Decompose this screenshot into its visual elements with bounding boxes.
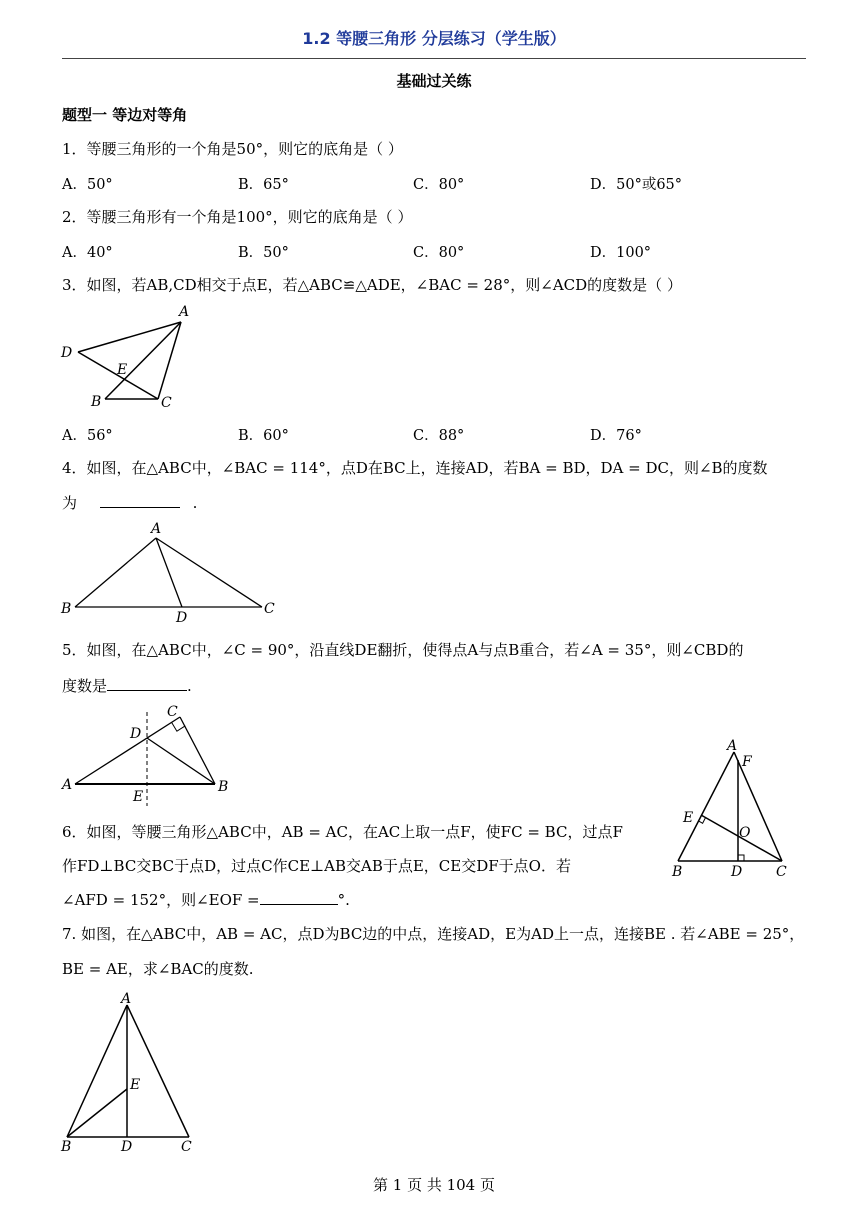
question-1-stem: 1．等腰三角形的一个角是50°，则它的底角是（ ） xyxy=(62,140,403,158)
question-3-stem: 3．如图，若AB,CD相交于点E，若△ABC≌△ADE，∠BAC = 28°，则∠ACD的度数是（ ） xyxy=(62,276,682,294)
question-6-stem-prefix: ∠AFD = 152°，则∠EOF = xyxy=(62,891,260,909)
fig5-label-b: B xyxy=(218,779,229,795)
fig7-label-c: C xyxy=(181,1139,192,1155)
fig5-label-d: D xyxy=(130,726,142,742)
fig4-label-b: B xyxy=(61,601,72,617)
question-5-stem-prefix: 度数是 xyxy=(62,677,108,695)
fig3-label-d: D xyxy=(61,345,73,361)
question-5-stem-line1: 5．如图，在△ABC中，∠C = 90°，沿直线DE翻折，使得点A与点B重合，若∠A = 35°，则∠CBD的 xyxy=(62,641,744,659)
question-5-stem-suffix: . xyxy=(187,677,192,695)
fig3-label-c: C xyxy=(161,395,172,411)
fig4-label-d: D xyxy=(176,610,188,625)
fig3-label-e: E xyxy=(117,362,128,378)
question-2-option-a: A．40° xyxy=(62,245,113,261)
question-4-stem-prefix: 为 xyxy=(62,494,78,512)
header-divider xyxy=(62,58,806,59)
question-2-option-c: C．80° xyxy=(413,245,465,261)
question-7-stem-line2: BE = AE，求∠BAC的度数. xyxy=(62,960,254,978)
fig5-label-a: A xyxy=(62,777,73,793)
fig6-right-angle-mark-d xyxy=(738,855,744,861)
fig6-label-a: A xyxy=(727,738,738,754)
question-6-stem-line1: 6．如图，等腰三角形△ABC中，AB = AC，在AC上取一点F，使FC = BC，过点F xyxy=(62,823,623,841)
fig4-line-ad xyxy=(156,538,182,607)
fig7-label-a: A xyxy=(121,991,132,1007)
question-6-stem-line3 xyxy=(62,889,350,910)
question-type-title: 题型一 等边对等角 xyxy=(62,106,188,124)
question-4-answer-blank[interactable] xyxy=(100,507,180,508)
fig6-line-ab xyxy=(678,752,734,861)
fig5-label-c: C xyxy=(167,704,178,720)
question-4-figure xyxy=(55,515,285,625)
question-1-option-c: C．80° xyxy=(413,177,465,193)
question-3-option-b: B．60° xyxy=(238,428,289,444)
page-number-footer: 第 1 页 共 104 页 xyxy=(372,1176,495,1194)
question-5-answer-blank[interactable] xyxy=(107,690,187,691)
question-3-option-c: C．88° xyxy=(413,428,465,444)
fig7-line-ac xyxy=(127,1005,189,1137)
question-5-figure xyxy=(55,700,245,808)
fig7-line-be xyxy=(67,1089,127,1137)
fig7-line-ab xyxy=(67,1005,127,1137)
fig4-line-ab xyxy=(75,538,156,607)
fig3-label-a: A xyxy=(179,304,190,320)
question-1-option-b: B．65° xyxy=(238,177,289,193)
fig4-label-a: A xyxy=(151,521,162,537)
fig6-label-o: O xyxy=(739,825,751,841)
question-2-option-b: B．50° xyxy=(238,245,289,261)
section-title: 基础过关练 xyxy=(396,72,472,90)
question-4-stem-line1: 4．如图，在△ABC中，∠BAC = 114°，点D在BC上，连接AD，若BA = BD，DA = DC，则∠B的度数 xyxy=(62,459,768,477)
fig6-label-d: D xyxy=(731,864,743,880)
fig4-label-c: C xyxy=(264,601,275,617)
fig5-line-db xyxy=(147,738,215,784)
question-2-option-d: D．100° xyxy=(590,245,652,261)
question-1-option-d: D．50°或65° xyxy=(590,177,683,193)
question-1-option-a: A．50° xyxy=(62,177,113,193)
fig6-label-e: E xyxy=(683,810,694,826)
fig6-label-b: B xyxy=(672,864,683,880)
question-4-stem-suffix: . xyxy=(192,494,198,512)
fig5-label-e: E xyxy=(133,789,144,805)
question-3-option-a: A．56° xyxy=(62,428,113,444)
fig7-label-e: E xyxy=(130,1077,141,1093)
fig6-label-f: F xyxy=(742,754,752,770)
fig7-label-b: B xyxy=(61,1139,72,1155)
fig4-line-ac xyxy=(156,538,262,607)
document-title: 1.2 等腰三角形 分层练习（学生版） xyxy=(302,29,566,48)
question-5-stem-line2 xyxy=(62,675,192,696)
fig6-label-c: C xyxy=(776,864,787,880)
question-6-stem-line2: 作FD⊥BC交BC于点D，过点C作CE⊥AB交AB于点E，CE交DF于点O．若 xyxy=(62,857,571,875)
fig3-label-b: B xyxy=(91,394,102,410)
question-6-stem-suffix: °. xyxy=(337,891,350,909)
question-4-stem-line2 xyxy=(62,492,197,513)
question-2-stem: 2．等腰三角形有一个角是100°，则它的底角是（ ） xyxy=(62,208,413,226)
question-7-stem-line1: 7. 如图，在△ABC中，AB = AC，点D为BC边的中点，连接AD，E为AD上一点，连接BE . 若∠ABE = 25°， xyxy=(62,925,805,943)
question-3-option-d: D．76° xyxy=(590,428,642,444)
question-7-figure xyxy=(55,985,205,1155)
question-6-answer-blank[interactable] xyxy=(260,904,338,905)
question-3-figure xyxy=(55,300,215,415)
question-6-figure xyxy=(662,735,797,883)
fig7-label-d: D xyxy=(121,1139,133,1155)
fig5-line-cb xyxy=(180,717,215,784)
fig5-line-ac xyxy=(75,717,180,784)
